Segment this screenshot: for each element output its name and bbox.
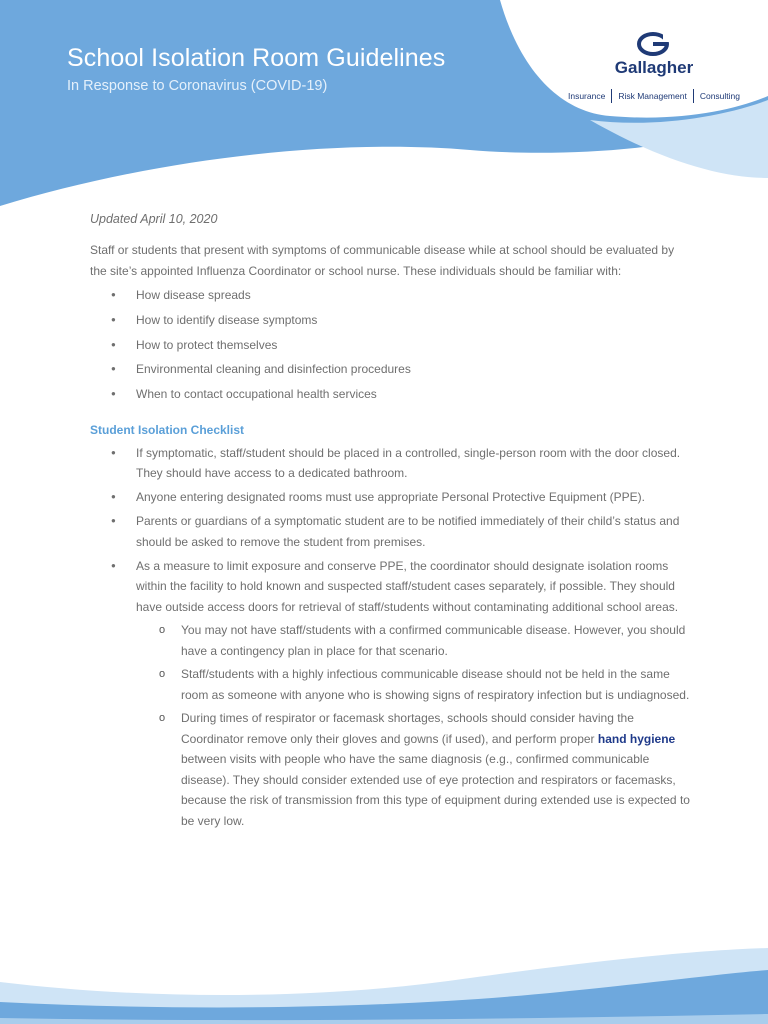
intro-paragraph: Staff or students that present with symptoms of communicable disease while at school should be evaluated by the site’s appointed Influenza Coordinator or school nurse. These individuals should be familiar with:: [90, 243, 675, 278]
list-item: ● When to contact occupational health services: [90, 384, 690, 405]
logo-tag-risk-management: Risk Management: [618, 91, 687, 101]
checklist-item-text: As a measure to limit exposure and conserve PPE, the coordinator should designate isolation rooms within the facility to hold known and suspected staff/student cases separately, if possible. They should have outside access doors for retrieval of staff/students without contaminating additional school areas.: [136, 558, 679, 614]
checklist-item: [90, 556, 690, 832]
sub-item-text-after: between visits with people who have the same diagnosis (e.g., confirmed communicable disease). They should consider extended use of eye protection and respirators or facemasks, because the risk of transmission from this type of equipment during extended use is expected to be very low.: [181, 752, 690, 828]
checklist-item: ● Anyone entering designated rooms must use appropriate Personal Protective Equipment (PPE).: [90, 487, 690, 508]
isolation-checklist: [90, 443, 690, 832]
gallagher-logo: [566, 28, 742, 108]
logo-tag-divider: [693, 89, 694, 103]
sub-list-item: o You may not have staff/students with a confirmed communicable disease. However, you should have a contingency plan in place for that scenario.: [136, 620, 690, 661]
sub-list-item: o Staff/students with a highly infectious communicable disease should not be held in the same room as someone with anyone who is showing signs of respiratory infection but is undiagnosed.: [136, 664, 690, 705]
page-title: School Isolation Room Guidelines: [67, 44, 446, 72]
sub-list: [136, 620, 690, 831]
list-item: ● How disease spreads: [90, 285, 690, 306]
checklist-item: ● Parents or guardians of a symptomatic student are to be notified immediately of their child’s status and should be asked to remove the student from premises.: [90, 511, 690, 552]
updated-date: Updated April 10, 2020: [90, 212, 218, 226]
familiarity-list: [90, 285, 690, 405]
document-body: [90, 212, 690, 835]
list-item: ● How to identify disease symptoms: [90, 310, 690, 331]
logo-tag-insurance: Insurance: [567, 91, 606, 101]
logo-wordmark: Gallagher: [614, 58, 694, 77]
list-item: ● How to protect themselves: [90, 335, 690, 356]
sub-list-item: [136, 708, 690, 831]
logo-tag-divider: [611, 89, 612, 103]
footer-wave-background: [0, 930, 768, 1024]
logo-tag-consulting: Consulting: [699, 91, 741, 101]
sub-item-text-before: During times of respirator or facemask shortages, schools should consider having the Coordinator remove only their gloves and gowns (if used), and perform proper: [181, 711, 634, 746]
logo-tagline: [566, 89, 742, 103]
section-heading: Student Isolation Checklist: [90, 422, 245, 437]
list-item: ● Environmental cleaning and disinfection procedures: [90, 359, 690, 380]
checklist-item: ● If symptomatic, staff/student should be placed in a controlled, single-person room with the door closed. They should have access to a dedicated bathroom.: [90, 443, 690, 484]
gallagher-g-icon: [637, 32, 671, 56]
page-subtitle: In Response to Coronavirus (COVID-19): [67, 78, 328, 94]
hand-hygiene-link[interactable]: hand hygiene: [597, 731, 676, 746]
